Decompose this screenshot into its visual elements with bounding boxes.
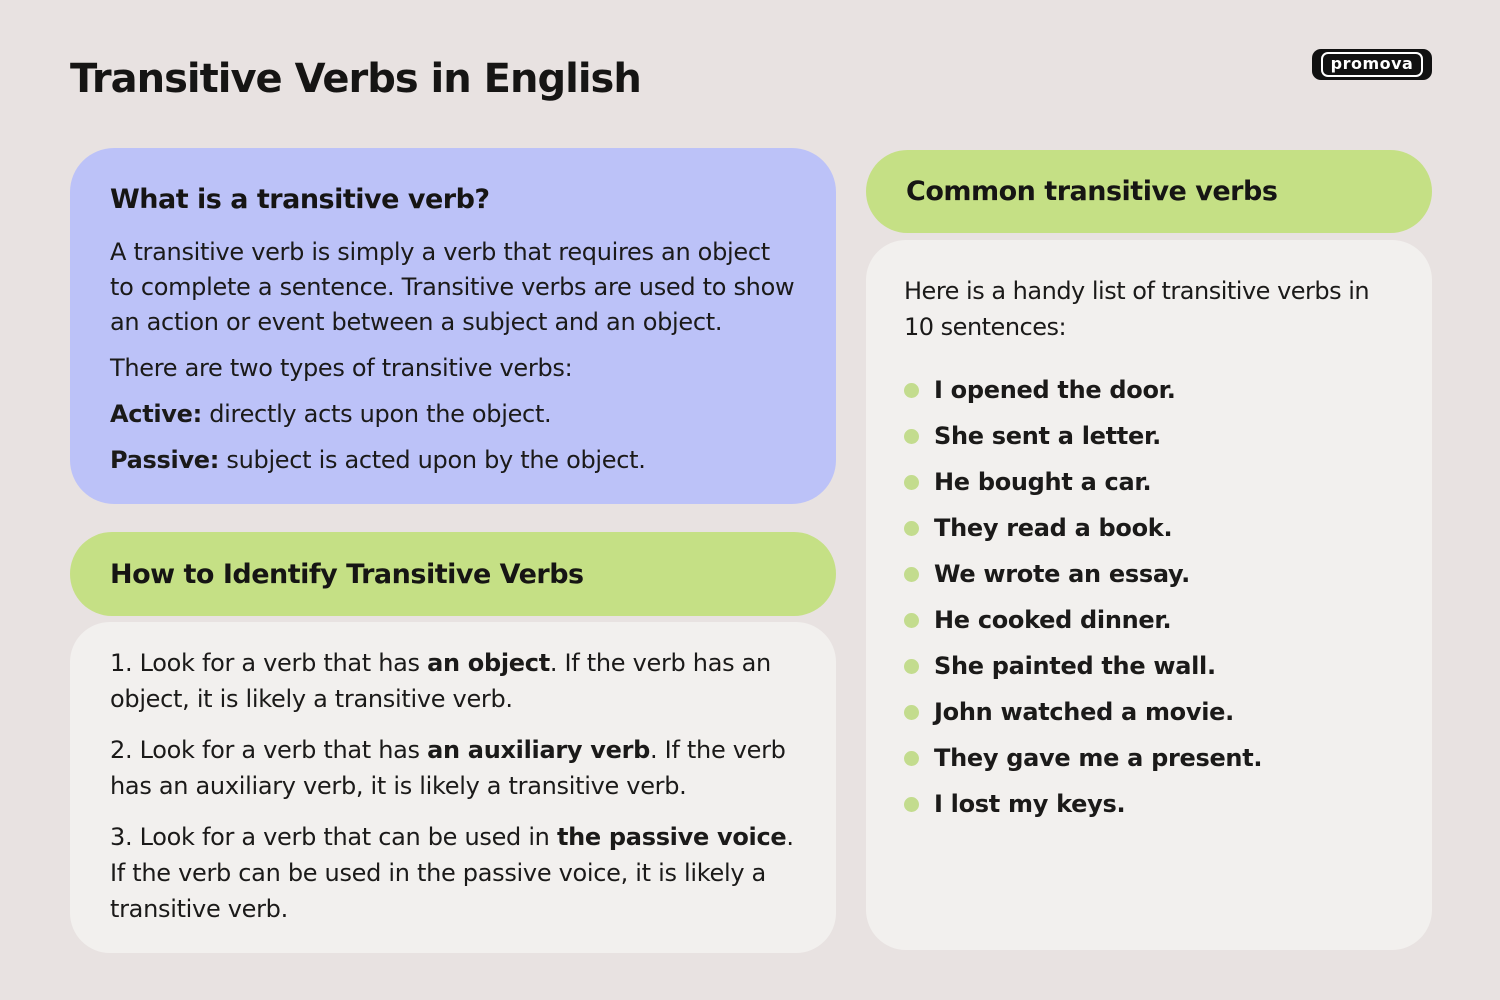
bullet-icon — [904, 705, 919, 720]
sentence-item — [904, 699, 1412, 725]
step-3-prefix: 3. Look for a verb that can be used in — [110, 823, 557, 851]
step-1-prefix: 1. Look for a verb that has — [110, 649, 428, 677]
sentence-text: She sent a letter. — [934, 422, 1161, 450]
sentence-item — [904, 607, 1412, 633]
common-heading: Common transitive verbs — [906, 176, 1278, 207]
sentence-item — [904, 423, 1412, 449]
bullet-icon — [904, 521, 919, 536]
common-section-header — [866, 150, 1432, 233]
sentence-text: They gave me a present. — [934, 744, 1263, 772]
identify-card — [70, 622, 836, 953]
sentence-text: I lost my keys. — [934, 790, 1126, 818]
bullet-icon — [904, 475, 919, 490]
step-2-suffix: . If the verb has an auxiliary verb, it is likely a transitive verb. — [110, 736, 786, 800]
sentence-item — [904, 745, 1412, 771]
step-1-suffix: . If the verb has an object, it is likely a transitive verb. — [110, 649, 771, 713]
sentence-text: I opened the door. — [934, 376, 1176, 404]
sentence-text: He bought a car. — [934, 468, 1152, 496]
common-intro: Here is a handy list of transitive verbs in 10 sentences: — [904, 277, 1370, 341]
sentence-item — [904, 791, 1412, 817]
bullet-icon — [904, 613, 919, 628]
sentence-text: They read a book. — [934, 514, 1173, 542]
bullet-icon — [904, 751, 919, 766]
sentence-item — [904, 469, 1412, 495]
type-line-passive — [110, 443, 796, 478]
bullet-icon — [904, 567, 919, 582]
sentence-text: John watched a movie. — [934, 698, 1234, 726]
sentence-item — [904, 653, 1412, 679]
sentence-list — [904, 377, 1412, 817]
type-active-label: Active: — [110, 400, 202, 428]
step-3-suffix: . If the verb can be used in the passive voice, it is likely a transitive verb. — [110, 823, 794, 923]
step-item-2 — [110, 732, 796, 804]
sentence-text: She painted the wall. — [934, 652, 1216, 680]
sentence-item — [904, 515, 1412, 541]
promova-logo-text: promova — [1321, 52, 1424, 77]
identify-section-header — [70, 532, 836, 616]
step-2-bold: an auxiliary verb — [427, 736, 651, 764]
step-1-bold: an object — [427, 649, 550, 677]
sentence-text: We wrote an essay. — [934, 560, 1190, 588]
definition-heading: What is a transitive verb? — [110, 184, 490, 215]
type-active-text: directly acts upon the object. — [201, 400, 552, 428]
type-passive-text: subject is acted upon by the object. — [219, 446, 646, 474]
identify-heading: How to Identify Transitive Verbs — [110, 558, 584, 590]
bullet-icon — [904, 659, 919, 674]
promova-logo — [1312, 49, 1432, 80]
bullet-icon — [904, 383, 919, 398]
step-item-1 — [110, 645, 796, 717]
definition-paragraph: A transitive verb is simply a verb that requires an object to complete a sentence. Transitive verbs are used to show an action or event between a subject and an object. — [110, 238, 795, 336]
page-title: Transitive Verbs in English — [70, 56, 641, 102]
type-passive-label: Passive: — [110, 446, 220, 474]
sentence-item — [904, 561, 1412, 587]
definition-card — [70, 148, 836, 504]
step-2-prefix: 2. Look for a verb that has — [110, 736, 428, 764]
bullet-icon — [904, 429, 919, 444]
types-intro: There are two types of transitive verbs: — [110, 354, 573, 382]
type-line-active — [110, 397, 796, 432]
bullet-icon — [904, 797, 919, 812]
sentence-item — [904, 377, 1412, 403]
common-card — [866, 240, 1432, 950]
sentence-text: He cooked dinner. — [934, 606, 1172, 634]
step-item-3 — [110, 819, 796, 927]
step-3-bold: the passive voice — [556, 823, 787, 851]
